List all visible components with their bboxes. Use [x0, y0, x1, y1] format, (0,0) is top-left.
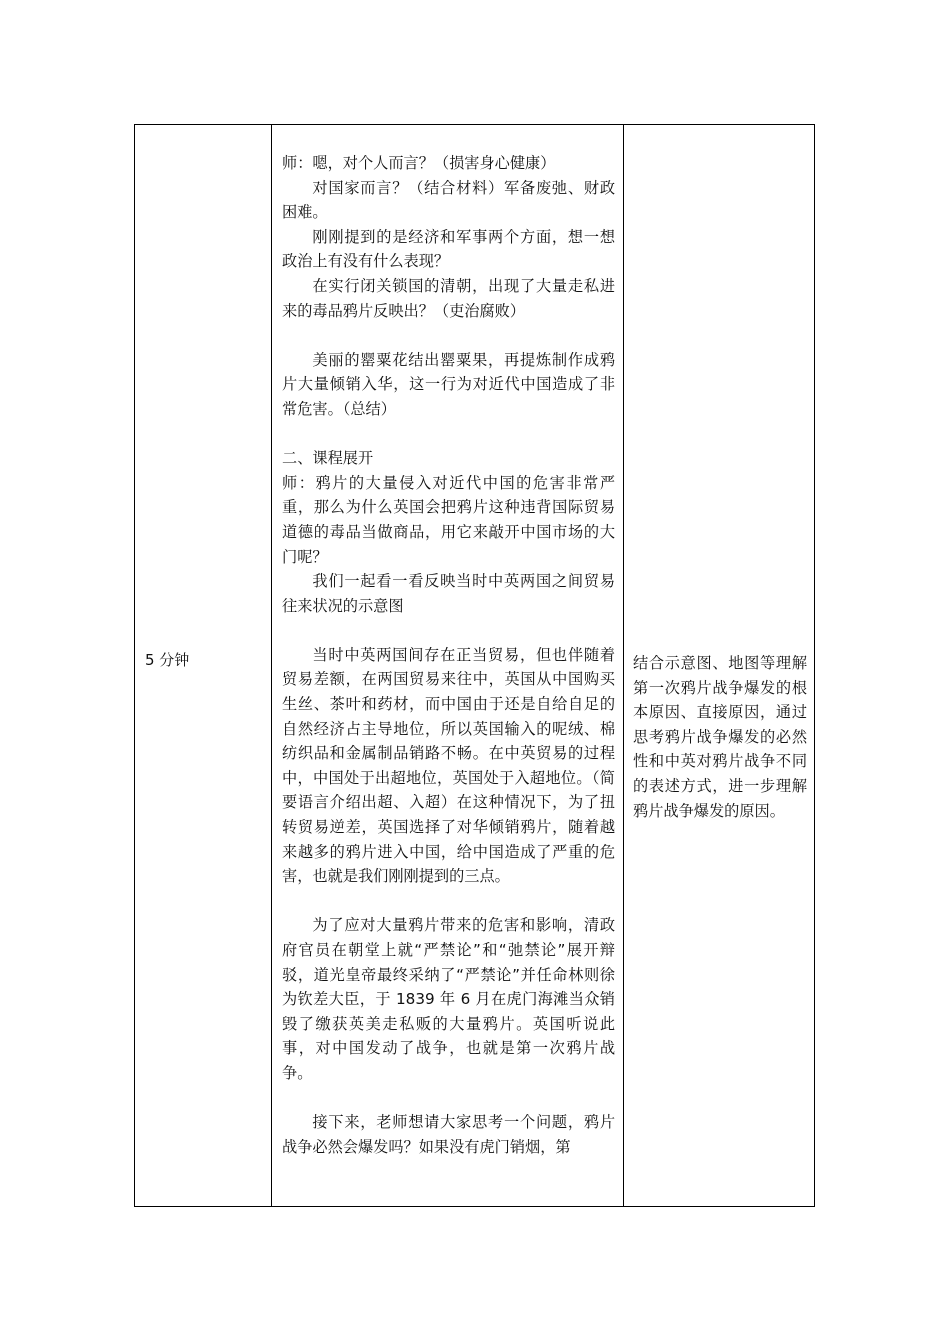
lesson-content [282, 151, 615, 1159]
lesson-plan-table [134, 124, 815, 1207]
paragraph-gap [282, 1086, 615, 1111]
content-paragraph: 刚刚提到的是经济和军事两个方面，想一想政治上有没有什么表现？ [282, 227, 615, 271]
content-paragraph: 师：嗯，对个人而言？（损害身心健康） [282, 154, 556, 172]
content-paragraph: 对国家而言？（结合材料）军备废弛、财政困难。 [282, 178, 615, 222]
content-paragraph: 为了应对大量鸦片带来的危害和影响，清政府官员在朝堂上就“严禁论”和“弛禁论”展开辩驳，道光皇帝最终采纳了“严禁论”并任命林则徐为钦差大臣，于 1839 年 6 月在虎门海滩当众销毁了缴获英美走私贩的大量鸦片。英国听说此事，对中国发动了战争，也就是第一次鸦片战争。 [282, 916, 615, 1082]
content-paragraph: 在实行闭关锁国的清朝，出现了大量走私进来的毒品鸦片反映出？（吏治腐败） [282, 276, 615, 320]
goal-cell [624, 125, 815, 1206]
content-paragraph: 接下来，老师想请大家思考一个问题，鸦片战争必然会爆发吗？如果没有虎门销烟，第 [282, 1113, 615, 1156]
time-label: 5 分钟 [145, 651, 190, 669]
content-cell [272, 125, 623, 1206]
content-paragraph: 我们一起看一看反映当时中英两国之间贸易往来状况的示意图 [282, 572, 615, 615]
paragraph-gap [282, 618, 615, 643]
content-paragraph: 美丽的罂粟花结出罂粟果，再提炼制作成鸦片大量倾销入华，这一行为对近代中国造成了非常危害。（总结） [282, 350, 615, 418]
content-paragraph: 师：鸦片的大量侵入对近代中国的危害非常严重，那么为什么英国会把鸦片这种违背国际贸易道德的毒品当做商品，用它来敲开中国市场的大门呢？ [282, 473, 615, 566]
paragraph-gap [282, 889, 615, 914]
content-paragraph: 二、课程展开 [282, 449, 374, 468]
time-cell [135, 125, 271, 1206]
content-paragraph: 当时中英两国间存在正当贸易，但也伴随着贸易差额，在两国贸易来往中，英国从中国购买生丝、茶叶和药材，而中国由于还是自给自足的自然经济占主导地位，所以英国输入的呢绒、棉纺织品和金属制品销路不畅。在中英贸易的过程中，中国处于出超地位，英国处于入超地位。（简要语言介绍出超、入超）在这种情况下，为了扭转贸易逆差，英国选择了对华倾销鸦片，随着越来越多的鸦片进入中国，给中国造成了严重的危害，也就是我们刚刚提到的三点。 [282, 645, 615, 886]
goal-text: 结合示意图、地图等理解第一次鸦片战争爆发的根本原因、直接原因，通过思考鸦片战争爆发的必然性和中英对鸦片战争不同的表述方式，进一步理解鸦片战争爆发的原因。 [633, 654, 807, 820]
paragraph-gap [282, 323, 615, 348]
paragraph-gap [282, 422, 615, 447]
